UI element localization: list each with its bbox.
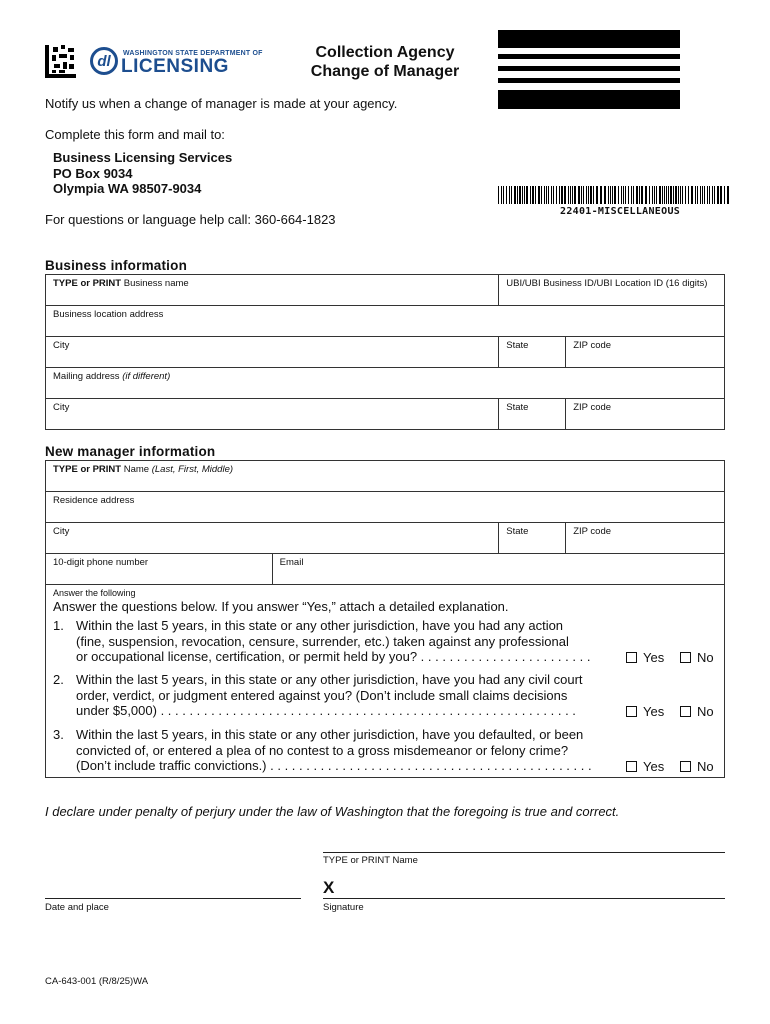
signature-label: Signature	[323, 902, 364, 913]
checkbox-icon	[626, 706, 637, 717]
email-field[interactable]: Email	[272, 554, 724, 585]
business-city-field[interactable]: City	[46, 337, 499, 368]
mailing-city-field[interactable]: City	[46, 399, 499, 430]
business-zip-field[interactable]: ZIP code	[566, 337, 725, 368]
form-title: Collection Agency Change of Manager	[310, 44, 460, 80]
checkbox-icon	[680, 706, 691, 717]
signature-line[interactable]	[323, 898, 725, 899]
q3-yes-checkbox[interactable]: Yes	[626, 759, 664, 774]
manager-state-field[interactable]: State	[499, 523, 566, 554]
manager-info-table	[45, 460, 725, 585]
office-use-bars	[498, 30, 680, 109]
dol-logo-icon: dl	[90, 47, 118, 75]
manager-zip-field[interactable]: ZIP code	[566, 523, 725, 554]
name-label: TYPE or PRINT Name	[323, 855, 418, 866]
q2-no-checkbox[interactable]: No	[680, 704, 714, 719]
q1-no-checkbox[interactable]: No	[680, 650, 714, 665]
logo-licensing-text: LICENSING	[121, 56, 229, 77]
name-line[interactable]	[323, 852, 725, 853]
business-state-field[interactable]: State	[499, 337, 566, 368]
q3-no-checkbox[interactable]: No	[680, 759, 714, 774]
mailing-address: Business Licensing Services PO Box 9034 Olympia WA 98507-9034	[53, 150, 233, 196]
q2-yes-checkbox[interactable]: Yes	[626, 704, 664, 719]
manager-name-field[interactable]: TYPE or PRINT Name (Last, First, Middle)	[46, 461, 725, 492]
notify-text: Notify us when a change of manager is made at your agency.	[45, 96, 398, 111]
manager-city-field[interactable]: City	[46, 523, 499, 554]
mailing-address-field[interactable]: Mailing address (if different)	[46, 368, 725, 399]
barcode-text: 22401-MISCELLANEOUS	[560, 206, 681, 217]
checkbox-icon	[626, 761, 637, 772]
business-info-table	[45, 274, 725, 430]
perjury-declaration: I declare under penalty of perjury under the law of Washington that the foregoing is true and correct.	[45, 804, 620, 819]
barcode	[498, 186, 730, 204]
complete-text: Complete this form and mail to:	[45, 127, 225, 142]
phone-field[interactable]: 10-digit phone number	[46, 554, 273, 585]
residence-address-field[interactable]: Residence address	[46, 492, 725, 523]
qr-code-icon	[45, 45, 76, 78]
ubi-field[interactable]: UBI/UBI Business ID/UBI Location ID (16 digits)	[499, 275, 725, 306]
mailing-state-field[interactable]: State	[499, 399, 566, 430]
questions-intro: Answer the questions below. If you answer “Yes,” attach a detailed explanation.	[53, 599, 509, 614]
logo-agency-text: WASHINGTON STATE DEPARTMENT OF	[123, 50, 263, 57]
mailing-zip-field[interactable]: ZIP code	[566, 399, 725, 430]
questions-header: Answer the following	[53, 588, 136, 598]
form-number: CA-643-001 (R/8/25)WA	[45, 976, 149, 987]
date-place-label: Date and place	[45, 902, 109, 913]
business-name-field[interactable]: TYPE or PRINT Business name	[46, 275, 499, 306]
signature-x-mark: X	[323, 878, 335, 897]
q1-yes-checkbox[interactable]: Yes	[626, 650, 664, 665]
help-phone-text: For questions or language help call: 360-664-1823	[45, 212, 336, 227]
checkbox-icon	[626, 652, 637, 663]
date-place-line[interactable]	[45, 898, 301, 899]
business-section-title: Business information	[45, 258, 188, 273]
business-location-field[interactable]: Business location address	[46, 306, 725, 337]
checkbox-icon	[680, 652, 691, 663]
manager-section-title: New manager information	[45, 444, 216, 459]
checkbox-icon	[680, 761, 691, 772]
